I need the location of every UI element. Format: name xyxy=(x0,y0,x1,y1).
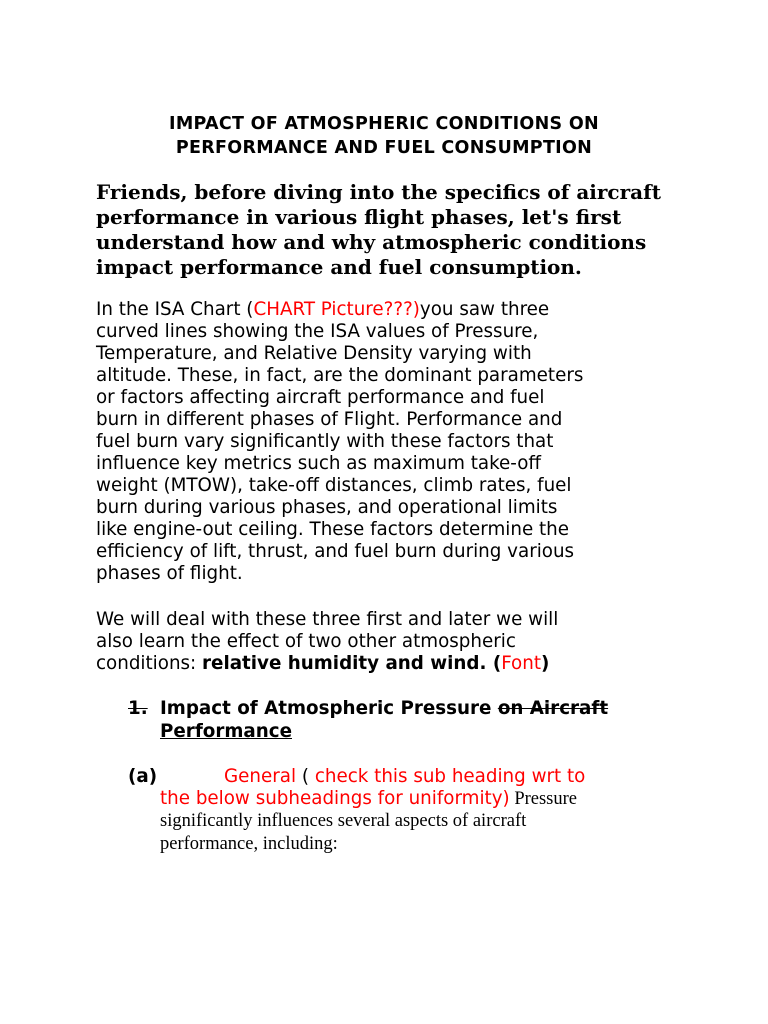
para-line: We will deal with these three first and later we will xyxy=(96,609,559,630)
intro-line: Friends, before diving into the specifics of aircraft xyxy=(96,180,661,204)
bold-text: ) xyxy=(541,653,550,674)
font-note: Font xyxy=(501,653,541,674)
para-line: or factors affecting aircraft performance and fuel xyxy=(96,387,545,408)
para-line: burn in different phases of Flight. Performance and xyxy=(96,409,563,430)
para-line: burn during various phases, and operational limits xyxy=(96,497,558,518)
section-heading-pressure xyxy=(128,697,698,743)
para-line: weight (MTOW), take-off distances, climb rates, fuel xyxy=(96,475,572,496)
title-line-1: IMPACT OF ATMOSPHERIC CONDITIONS ON xyxy=(169,114,599,134)
para-text: In the ISA Chart ( xyxy=(96,299,254,320)
title-line-2: PERFORMANCE AND FUEL CONSUMPTION xyxy=(175,138,593,158)
intro-paragraph xyxy=(96,180,676,280)
para-line: influence key metrics such as maximum take-off xyxy=(96,453,542,474)
sub-line xyxy=(128,766,688,788)
para-line: curved lines showing the ISA values of Pressure, xyxy=(96,321,539,342)
editor-note: the below subheadings for uniformity) xyxy=(160,788,510,809)
para-line: Temperature, and Relative Density varying with xyxy=(96,343,532,364)
heading-struck-text: Performance xyxy=(160,721,292,742)
subsection-general xyxy=(128,766,688,856)
body-text-line: performance, including: xyxy=(160,834,338,854)
para-line: fuel burn vary significantly with these factors that xyxy=(96,431,554,452)
document-title xyxy=(96,112,672,160)
heading-line xyxy=(128,720,698,743)
para-line: phases of flight. xyxy=(96,563,243,584)
body-text-line: significantly influences several aspects of aircraft xyxy=(160,811,527,831)
para-line: also learn the effect of two other atmospheric xyxy=(96,631,516,652)
para-line: efficiency of lift, thrust, and fuel burn during various xyxy=(96,541,575,562)
heading-struck-text: on Aircraft xyxy=(497,698,609,719)
isa-chart-paragraph xyxy=(96,299,676,585)
para-line: like engine-out ceiling. These factors determine the xyxy=(96,519,570,540)
para-line xyxy=(96,653,676,675)
heading-line xyxy=(128,697,698,720)
heading-text: Impact of Atmospheric Pressure xyxy=(160,698,498,719)
sub-line xyxy=(128,788,688,810)
section-number: 1. xyxy=(128,698,148,719)
chart-note: CHART Picture???) xyxy=(253,299,420,320)
para-line xyxy=(96,299,676,321)
subsection-label: (a) xyxy=(128,766,158,787)
bold-text: relative humidity and wind. ( xyxy=(202,653,502,674)
subsection-heading: General xyxy=(224,766,297,787)
intro-line: performance in various flight phases, let's first xyxy=(96,205,622,229)
body-text: Pressure xyxy=(509,789,577,809)
intro-line: impact performance and fuel consumption. xyxy=(96,255,582,279)
other-conditions-paragraph xyxy=(96,609,676,675)
para-text: you saw three xyxy=(419,299,550,320)
para-line: altitude. These, in fact, are the dominant parameters xyxy=(96,365,584,386)
para-text: conditions: xyxy=(96,653,203,674)
editor-note: check this sub heading wrt to xyxy=(314,766,586,787)
intro-line: understand how and why atmospheric conditions xyxy=(96,230,647,254)
paren-open: ( xyxy=(296,766,315,787)
